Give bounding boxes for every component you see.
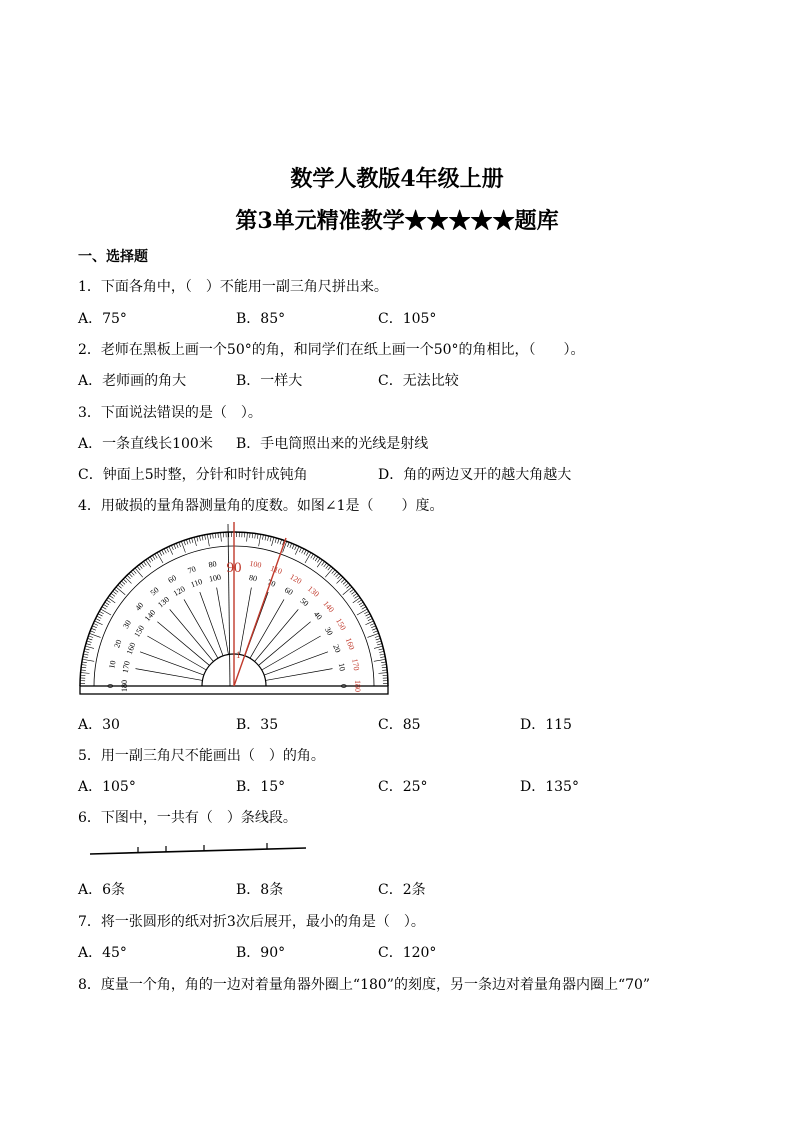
protractor-tick: [359, 602, 363, 605]
protractor-inner-number: 180: [120, 680, 129, 692]
protractor-inner-number: 110: [189, 576, 204, 590]
q2-option-a: A．老师画的角大: [78, 373, 187, 389]
protractor-tick: [159, 551, 161, 555]
protractor-outer-number: 160: [343, 636, 357, 651]
protractor-inner-number: 50: [298, 596, 311, 609]
protractor-90-line: [228, 524, 230, 686]
protractor-tick: [247, 533, 248, 542]
protractor-tick: [137, 566, 140, 570]
protractor-tick: [93, 623, 98, 625]
protractor-tick: [88, 636, 93, 638]
protractor-tick: [176, 543, 178, 548]
protractor-tick: [372, 628, 377, 630]
protractor-tick: [155, 554, 158, 558]
protractor-tick: [278, 539, 279, 544]
protractor-tick: [199, 536, 200, 541]
protractor-tick: [109, 595, 113, 598]
protractor-tick: [102, 607, 106, 610]
protractor-tick: [91, 628, 96, 630]
q1-option-c: C．105°: [378, 311, 437, 327]
protractor-tick: [376, 641, 381, 642]
protractor-tick: [210, 534, 211, 539]
protractor-tick: [305, 553, 311, 563]
protractor-radial-line: [259, 622, 311, 666]
q6-option-b: B．8条: [236, 882, 284, 898]
protractor-tick: [262, 535, 263, 540]
protractor-inner-number: 130: [156, 594, 172, 610]
protractor-tick: [367, 616, 371, 618]
protractor-tick: [82, 662, 87, 663]
protractor-tick: [129, 573, 132, 577]
protractor-tick: [259, 534, 261, 546]
protractor-tick: [92, 626, 97, 628]
protractor-tick: [197, 537, 198, 542]
protractor-tick: [114, 589, 118, 592]
page-subtitle: 第3单元精准教学★★★★★题库: [235, 208, 559, 234]
protractor-inner-number: 150: [132, 623, 147, 639]
protractor-tick: [192, 538, 193, 543]
protractor-tick: [334, 572, 337, 576]
protractor-outer-number: 50: [148, 585, 161, 598]
protractor-inner-number: 170: [120, 660, 132, 674]
protractor-tick: [81, 673, 90, 674]
protractor-tick: [350, 589, 354, 592]
protractor-outer-number: 110: [269, 563, 284, 577]
protractor-tick: [135, 568, 143, 577]
protractor-outer-number: 40: [133, 600, 146, 613]
protractor-tick: [85, 646, 94, 648]
protractor-outer-number: 180: [353, 680, 362, 692]
protractor-tick: [96, 618, 100, 620]
protractor-tick: [376, 638, 381, 640]
protractor-inner-number: 70: [266, 577, 277, 589]
protractor-tick: [157, 553, 163, 563]
protractor-tick: [213, 533, 214, 538]
protractor-tick: [326, 565, 329, 569]
protractor-tick: [125, 577, 131, 583]
protractor-tick: [275, 538, 276, 543]
protractor-outer-number: 30: [121, 618, 133, 630]
protractor-tick: [377, 644, 382, 645]
protractor-tick: [328, 566, 331, 570]
protractor-tick: [207, 534, 209, 546]
protractor-tick: [133, 570, 136, 574]
protractor-outer-number: 120: [288, 572, 304, 586]
segment-line-figure: [86, 840, 326, 860]
protractor-inner-number: 10: [336, 662, 347, 672]
protractor-tick: [265, 535, 266, 540]
protractor-tick: [99, 611, 103, 613]
q4-option-b: B．35: [236, 717, 279, 733]
protractor-tick: [268, 536, 269, 541]
protractor-outer-number: 20: [112, 638, 124, 650]
protractor-tick: [84, 651, 89, 652]
question-3: 3．下面说法错误的是（ ）。: [78, 405, 262, 421]
protractor-tick: [111, 593, 115, 596]
protractor-tick: [292, 544, 294, 549]
protractor-tick: [355, 595, 359, 598]
q6-option-c: C．2条: [378, 882, 426, 898]
protractor-tick: [360, 604, 364, 607]
protractor-outer-number: 150: [334, 616, 348, 632]
protractor-tick: [322, 561, 325, 565]
protractor-tick: [358, 600, 362, 603]
protractor-radial-line: [157, 622, 209, 666]
protractor-tick: [90, 631, 95, 633]
protractor-tick: [257, 534, 258, 539]
question-8: 8．度量一个角，角的一边对着量角器外圈上“180”的刻度，另一条边对着量角器内圈上“70”: [78, 977, 651, 993]
protractor-tick: [131, 572, 134, 576]
protractor-tick: [81, 665, 86, 666]
protractor-radial-line: [255, 609, 299, 661]
protractor-radial-line: [170, 609, 214, 661]
protractor-tick: [317, 558, 320, 562]
protractor-tick: [374, 659, 386, 661]
protractor-outer-number: 80: [207, 559, 218, 570]
protractor-tick: [121, 581, 125, 584]
protractor-tick: [343, 587, 352, 595]
protractor-tick: [380, 657, 385, 658]
protractor-tick: [270, 537, 271, 542]
q6-option-a: A．6条: [78, 882, 126, 898]
q2-option-c: C．无法比较: [378, 373, 459, 389]
protractor-tick: [317, 560, 322, 567]
protractor-tick: [82, 659, 94, 661]
q2-option-b: B．一样大: [236, 373, 303, 389]
protractor-tick: [380, 654, 385, 655]
q3-option-a: A．一条直线长100米: [78, 436, 213, 452]
protractor-tick: [105, 602, 109, 605]
protractor-tick: [174, 544, 176, 549]
protractor-tick: [184, 540, 186, 545]
q3-option-c: C．钟面上5时整，分针和时针成钝角: [78, 467, 308, 483]
protractor-tick: [189, 539, 190, 544]
protractor-tick: [368, 618, 372, 620]
protractor-tick: [272, 537, 274, 546]
protractor-tick: [81, 667, 86, 668]
protractor-tick: [338, 575, 341, 579]
question-1: 1．下面各角中，（ ）不能用一副三角尺拼出来。: [78, 279, 388, 295]
protractor-drawing: [80, 522, 388, 694]
protractor-outer-number: 140: [321, 599, 336, 615]
protractor-tick: [378, 673, 387, 674]
protractor-tick: [186, 540, 188, 545]
protractor-tick: [306, 551, 308, 555]
protractor-outer-number: 70: [186, 564, 198, 576]
protractor-inner-number: 160: [124, 641, 138, 656]
protractor-radial-line: [136, 669, 203, 681]
protractor-tick: [86, 644, 91, 645]
protractor-tick: [351, 591, 355, 594]
protractor-tick: [146, 560, 151, 567]
protractor-inner-number: 40: [311, 609, 324, 622]
question-5: 5．用一副三角尺不能画出（ ）的角。: [78, 748, 325, 764]
protractor-inner-number: 60: [283, 585, 295, 598]
protractor-tick: [123, 579, 127, 582]
protractor-tick: [255, 533, 256, 538]
protractor-tick: [179, 542, 181, 547]
protractor-tick: [150, 557, 153, 561]
protractor-tick: [325, 568, 333, 577]
protractor-tick: [98, 614, 102, 616]
protractor-outer-number: 100: [248, 558, 263, 570]
protractor-inner-number: 80: [248, 573, 258, 584]
q3-option-b: B．手电筒照出来的光线是射线: [236, 436, 429, 452]
protractor-tick: [250, 533, 251, 538]
protractor-tick: [171, 545, 173, 550]
protractor-tick: [85, 649, 90, 650]
protractor-figure: [76, 520, 396, 700]
protractor-tick: [113, 591, 117, 594]
protractor-tick: [345, 583, 349, 586]
protractor-tick: [343, 581, 347, 584]
protractor-inner-number: 140: [142, 608, 158, 624]
protractor-tick: [290, 543, 292, 548]
section-heading: 一、选择题: [78, 249, 148, 265]
protractor-tick: [287, 542, 289, 547]
protractor-inner-number: 120: [171, 584, 187, 599]
protractor-tick: [116, 587, 125, 595]
q4-option-c: C．85: [378, 717, 421, 733]
protractor-radial-line: [217, 588, 229, 655]
protractor-tick: [346, 585, 350, 588]
protractor-tick: [252, 533, 253, 538]
angle-1-label: 1: [236, 650, 241, 660]
protractor-tick: [366, 614, 370, 616]
protractor-tick: [353, 598, 360, 603]
protractor-tick: [120, 583, 124, 586]
protractor-tick: [215, 533, 216, 538]
protractor-tick: [373, 631, 378, 633]
protractor-tick: [83, 657, 88, 658]
protractor-tick: [221, 533, 222, 542]
protractor-tick: [382, 667, 387, 668]
protractor-tick: [118, 585, 122, 588]
protractor-tick: [139, 565, 142, 569]
protractor-outer-number: 10: [107, 659, 118, 670]
protractor-tick: [364, 611, 368, 613]
protractor-tick: [374, 646, 383, 648]
protractor-tick: [101, 609, 111, 615]
protractor-tick: [315, 557, 318, 561]
question-6: 6．下图中，一共有（ ）条线段。: [78, 810, 297, 826]
protractor-tick: [337, 577, 343, 583]
protractor-inner-number: 30: [322, 625, 335, 637]
protractor-inner-number: 100: [208, 572, 222, 584]
protractor-tick: [87, 641, 92, 642]
q1-option-a: A．75°: [78, 311, 127, 327]
q5-option-d: D．135°: [520, 779, 579, 795]
protractor-tick: [381, 662, 386, 663]
protractor-tick: [141, 563, 144, 567]
protractor-tick: [81, 670, 86, 671]
protractor-tick: [164, 549, 166, 553]
q5-option-c: C．25°: [378, 779, 428, 795]
page-title: 数学人教版4年级上册: [290, 166, 504, 192]
question-7: 7．将一张圆形的纸对折3次后展开，最小的角是（ ）。: [78, 914, 425, 930]
protractor-tick: [106, 600, 110, 603]
protractor-tick: [88, 638, 93, 640]
protractor-tick: [148, 558, 151, 562]
question-4: 4．用破损的量角器测量角的度数。如图∠1是（ ）度。: [78, 498, 444, 514]
protractor-tick: [362, 607, 366, 610]
protractor-radial-line: [240, 588, 252, 655]
protractor-radial-line: [266, 669, 333, 681]
protractor-tick: [108, 598, 115, 603]
protractor-tick: [166, 548, 168, 552]
q5-option-b: B．15°: [236, 779, 286, 795]
protractor-tick: [324, 563, 327, 567]
protractor-tick: [103, 604, 107, 607]
protractor-tick: [313, 555, 316, 559]
protractor-tick: [280, 540, 282, 545]
protractor-tick: [357, 609, 367, 615]
protractor-outer-number: 130: [305, 584, 321, 599]
protractor-tick: [304, 550, 306, 554]
protractor-tick: [379, 651, 384, 652]
protractor-tick: [143, 561, 146, 565]
protractor-tick: [382, 670, 387, 671]
protractor-tick: [295, 545, 297, 550]
protractor-tick: [127, 575, 130, 579]
protractor-outer-number: 0: [106, 684, 115, 688]
q7-option-a: A．45°: [78, 945, 127, 961]
q3-option-d: D．角的两边叉开的越大角越大: [378, 467, 572, 483]
protractor-tick: [205, 535, 206, 540]
protractor-tick: [194, 537, 196, 546]
protractor-tick: [336, 573, 339, 577]
question-2: 2．老师在黑板上画一个50°的角，和同学们在纸上画一个50°的角相比，（ ）。: [78, 342, 585, 358]
protractor-tick: [202, 535, 203, 540]
protractor-tick: [353, 593, 357, 596]
protractor-tick: [341, 579, 345, 582]
protractor-tick: [375, 636, 380, 638]
protractor-tick: [311, 554, 314, 558]
protractor-tick: [370, 623, 375, 625]
protractor-tick: [218, 533, 219, 538]
protractor-outer-number: 60: [166, 573, 178, 585]
q7-option-b: B．90°: [236, 945, 286, 961]
q1-option-b: B．85°: [236, 311, 286, 327]
protractor-tick: [382, 665, 387, 666]
protractor-90-mark: 90: [226, 560, 242, 576]
protractor-tick: [83, 654, 88, 655]
protractor-tick: [152, 555, 155, 559]
segment-line: [90, 848, 306, 854]
protractor-inner-number: 20: [331, 643, 343, 654]
protractor-tick: [302, 549, 304, 553]
q5-option-a: A．105°: [78, 779, 136, 795]
protractor-tick: [299, 548, 301, 552]
protractor-outer-number: 170: [350, 657, 362, 672]
protractor-inner-number: 0: [339, 684, 348, 688]
q7-option-c: C．120°: [378, 945, 437, 961]
q4-option-a: A．30: [78, 717, 120, 733]
protractor-tick: [379, 649, 384, 650]
protractor-tick: [332, 570, 335, 574]
q4-option-d: D．115: [520, 717, 572, 733]
protractor-tick: [162, 550, 164, 554]
protractor-tick: [371, 626, 376, 628]
protractor-tick: [97, 616, 101, 618]
